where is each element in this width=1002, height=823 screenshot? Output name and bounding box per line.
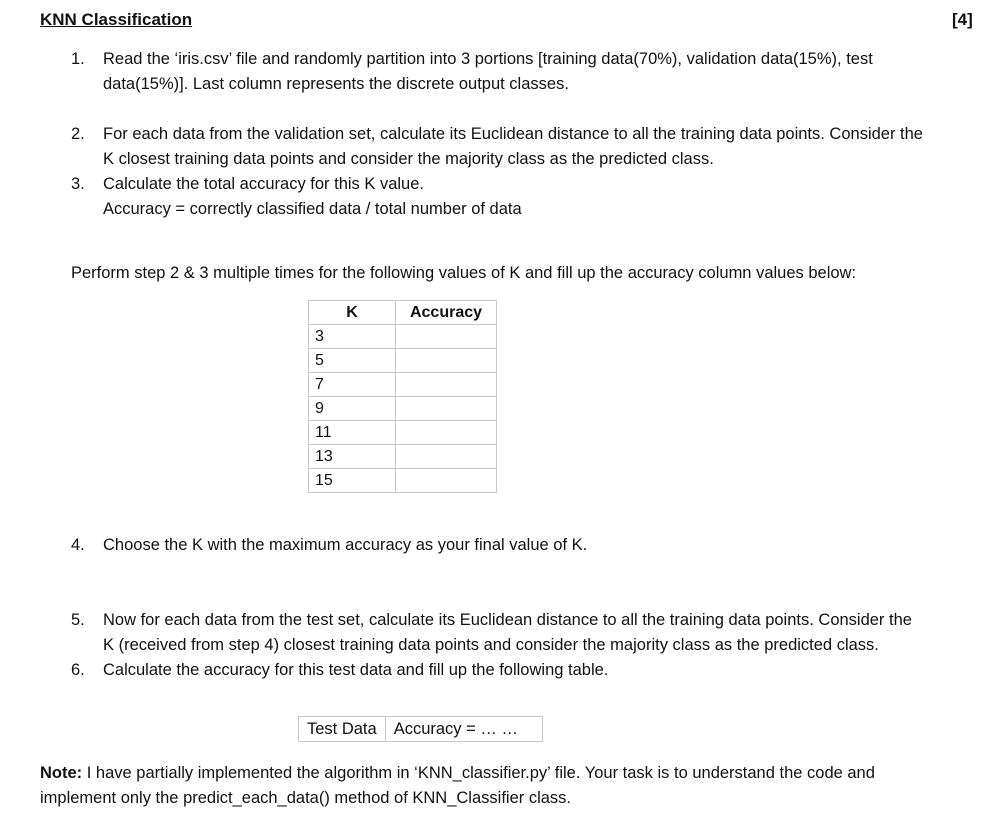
accuracy-cell[interactable] bbox=[396, 349, 497, 373]
step-4-line-1: Choose the K with the maximum accuracy as your final value of K. bbox=[103, 536, 588, 554]
note-label: Note: bbox=[40, 764, 83, 782]
table-row bbox=[309, 421, 497, 445]
table-row bbox=[309, 325, 497, 349]
step-1-line-2: data(15%)]. Last column represents the discrete output classes. bbox=[103, 75, 569, 93]
table-row bbox=[309, 397, 497, 421]
k-accuracy-table bbox=[308, 300, 497, 493]
k-value-cell: 3 bbox=[309, 325, 396, 349]
accuracy-cell[interactable] bbox=[396, 469, 497, 493]
table-row bbox=[309, 373, 497, 397]
accuracy-cell[interactable] bbox=[396, 421, 497, 445]
step-3-line-1: Calculate the total accuracy for this K value. bbox=[103, 175, 424, 193]
page-title: KNN Classification bbox=[40, 10, 193, 29]
step-1-line-1: Read the ‘iris.csv’ file and randomly partition into 3 portions [training data(70%), validation data(15%), test bbox=[103, 50, 873, 68]
marks-label: [4] bbox=[952, 10, 973, 29]
step-3-number: 3. bbox=[71, 175, 85, 193]
accuracy-cell[interactable] bbox=[396, 373, 497, 397]
table-row bbox=[309, 445, 497, 469]
table-header-row bbox=[309, 301, 497, 325]
table-row bbox=[309, 469, 497, 493]
note-text-1: I have partially implemented the algorithm in ‘KNN_classifier.py’ file. Your task is to understand the code and bbox=[82, 764, 875, 782]
test-accuracy-table bbox=[298, 716, 543, 742]
k-value-cell: 15 bbox=[309, 469, 396, 493]
accuracy-cell[interactable] bbox=[396, 397, 497, 421]
column-header-k: K bbox=[309, 301, 396, 325]
step-3-line-2: Accuracy = correctly classified data / total number of data bbox=[103, 200, 522, 218]
step-2-line-1: For each data from the validation set, calculate its Euclidean distance to all the training data points. Consider the bbox=[103, 125, 923, 143]
accuracy-cell[interactable] bbox=[396, 325, 497, 349]
step-1-number: 1. bbox=[71, 50, 85, 68]
column-header-accuracy: Accuracy bbox=[396, 301, 497, 325]
step-5-line-2: K (received from step 4) closest training data points and consider the majority class as the predicted class. bbox=[103, 636, 879, 654]
note-line-2: implement only the predict_each_data() method of KNN_Classifier class. bbox=[40, 789, 571, 807]
k-value-cell: 5 bbox=[309, 349, 396, 373]
step-4-number: 4. bbox=[71, 536, 85, 554]
perform-instruction: Perform step 2 & 3 multiple times for the following values of K and fill up the accuracy column values below: bbox=[71, 264, 857, 282]
step-2-line-2: K closest training data points and consider the majority class as the predicted class. bbox=[103, 150, 714, 168]
test-accuracy-value[interactable]: Accuracy = … … bbox=[385, 717, 542, 741]
table-row bbox=[309, 349, 497, 373]
step-2-number: 2. bbox=[71, 125, 85, 143]
k-value-cell: 9 bbox=[309, 397, 396, 421]
step-6-number: 6. bbox=[71, 661, 85, 679]
step-5-number: 5. bbox=[71, 611, 85, 629]
step-6-line-1: Calculate the accuracy for this test data and fill up the following table. bbox=[103, 661, 609, 679]
k-value-cell: 11 bbox=[309, 421, 396, 445]
step-5-line-1: Now for each data from the test set, calculate its Euclidean distance to all the training data points. Consider the bbox=[103, 611, 912, 629]
k-value-cell: 13 bbox=[309, 445, 396, 469]
accuracy-cell[interactable] bbox=[396, 445, 497, 469]
note-line-1 bbox=[40, 761, 875, 786]
k-value-cell: 7 bbox=[309, 373, 396, 397]
test-data-label: Test Data bbox=[307, 720, 377, 738]
